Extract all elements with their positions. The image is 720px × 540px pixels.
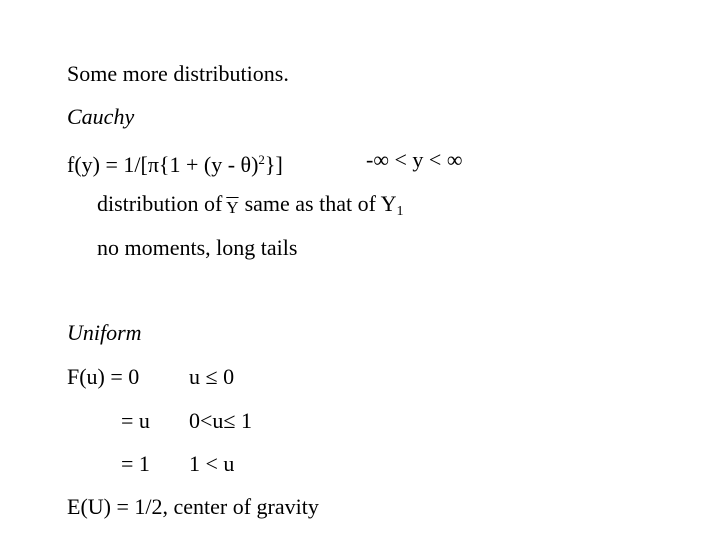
density-prefix: f(y) = 1/[π{1 + (y - θ) <box>67 152 259 177</box>
slide-heading: Some more distributions. <box>67 61 289 86</box>
uniform-cdf-row-cond: 0<u≤ 1 <box>189 408 252 433</box>
uniform-cdf-row-cond: u ≤ 0 <box>189 364 235 389</box>
uniform-cdf-row-cond: 1 < u <box>189 451 235 476</box>
cauchy-moments-note: no moments, long tails <box>97 235 298 260</box>
density-exponent: 2 <box>258 152 265 167</box>
mean-subscript: 1 <box>396 204 404 219</box>
uniform-cdf-row-lhs: F(u) = 0 <box>67 364 140 389</box>
cauchy-support: -∞ < y < ∞ <box>366 147 463 172</box>
uniform-cdf-row-lhs: = 1 <box>121 451 150 476</box>
cauchy-mean-statement <box>97 191 403 221</box>
uniform-expectation: E(U) = 1/2, center of gravity <box>67 494 319 519</box>
uniform-cdf-row-lhs: = u <box>121 408 150 433</box>
cauchy-density-formula <box>67 147 283 178</box>
density-suffix: }] <box>264 152 283 177</box>
y-bar-symbol: $\overline{Y}$ <box>226 198 239 217</box>
uniform-title: Uniform <box>67 320 142 345</box>
mean-text-before: distribution of <box>97 191 223 216</box>
mean-text-after: same as that of Y <box>244 191 397 216</box>
cauchy-title: Cauchy <box>67 104 135 129</box>
